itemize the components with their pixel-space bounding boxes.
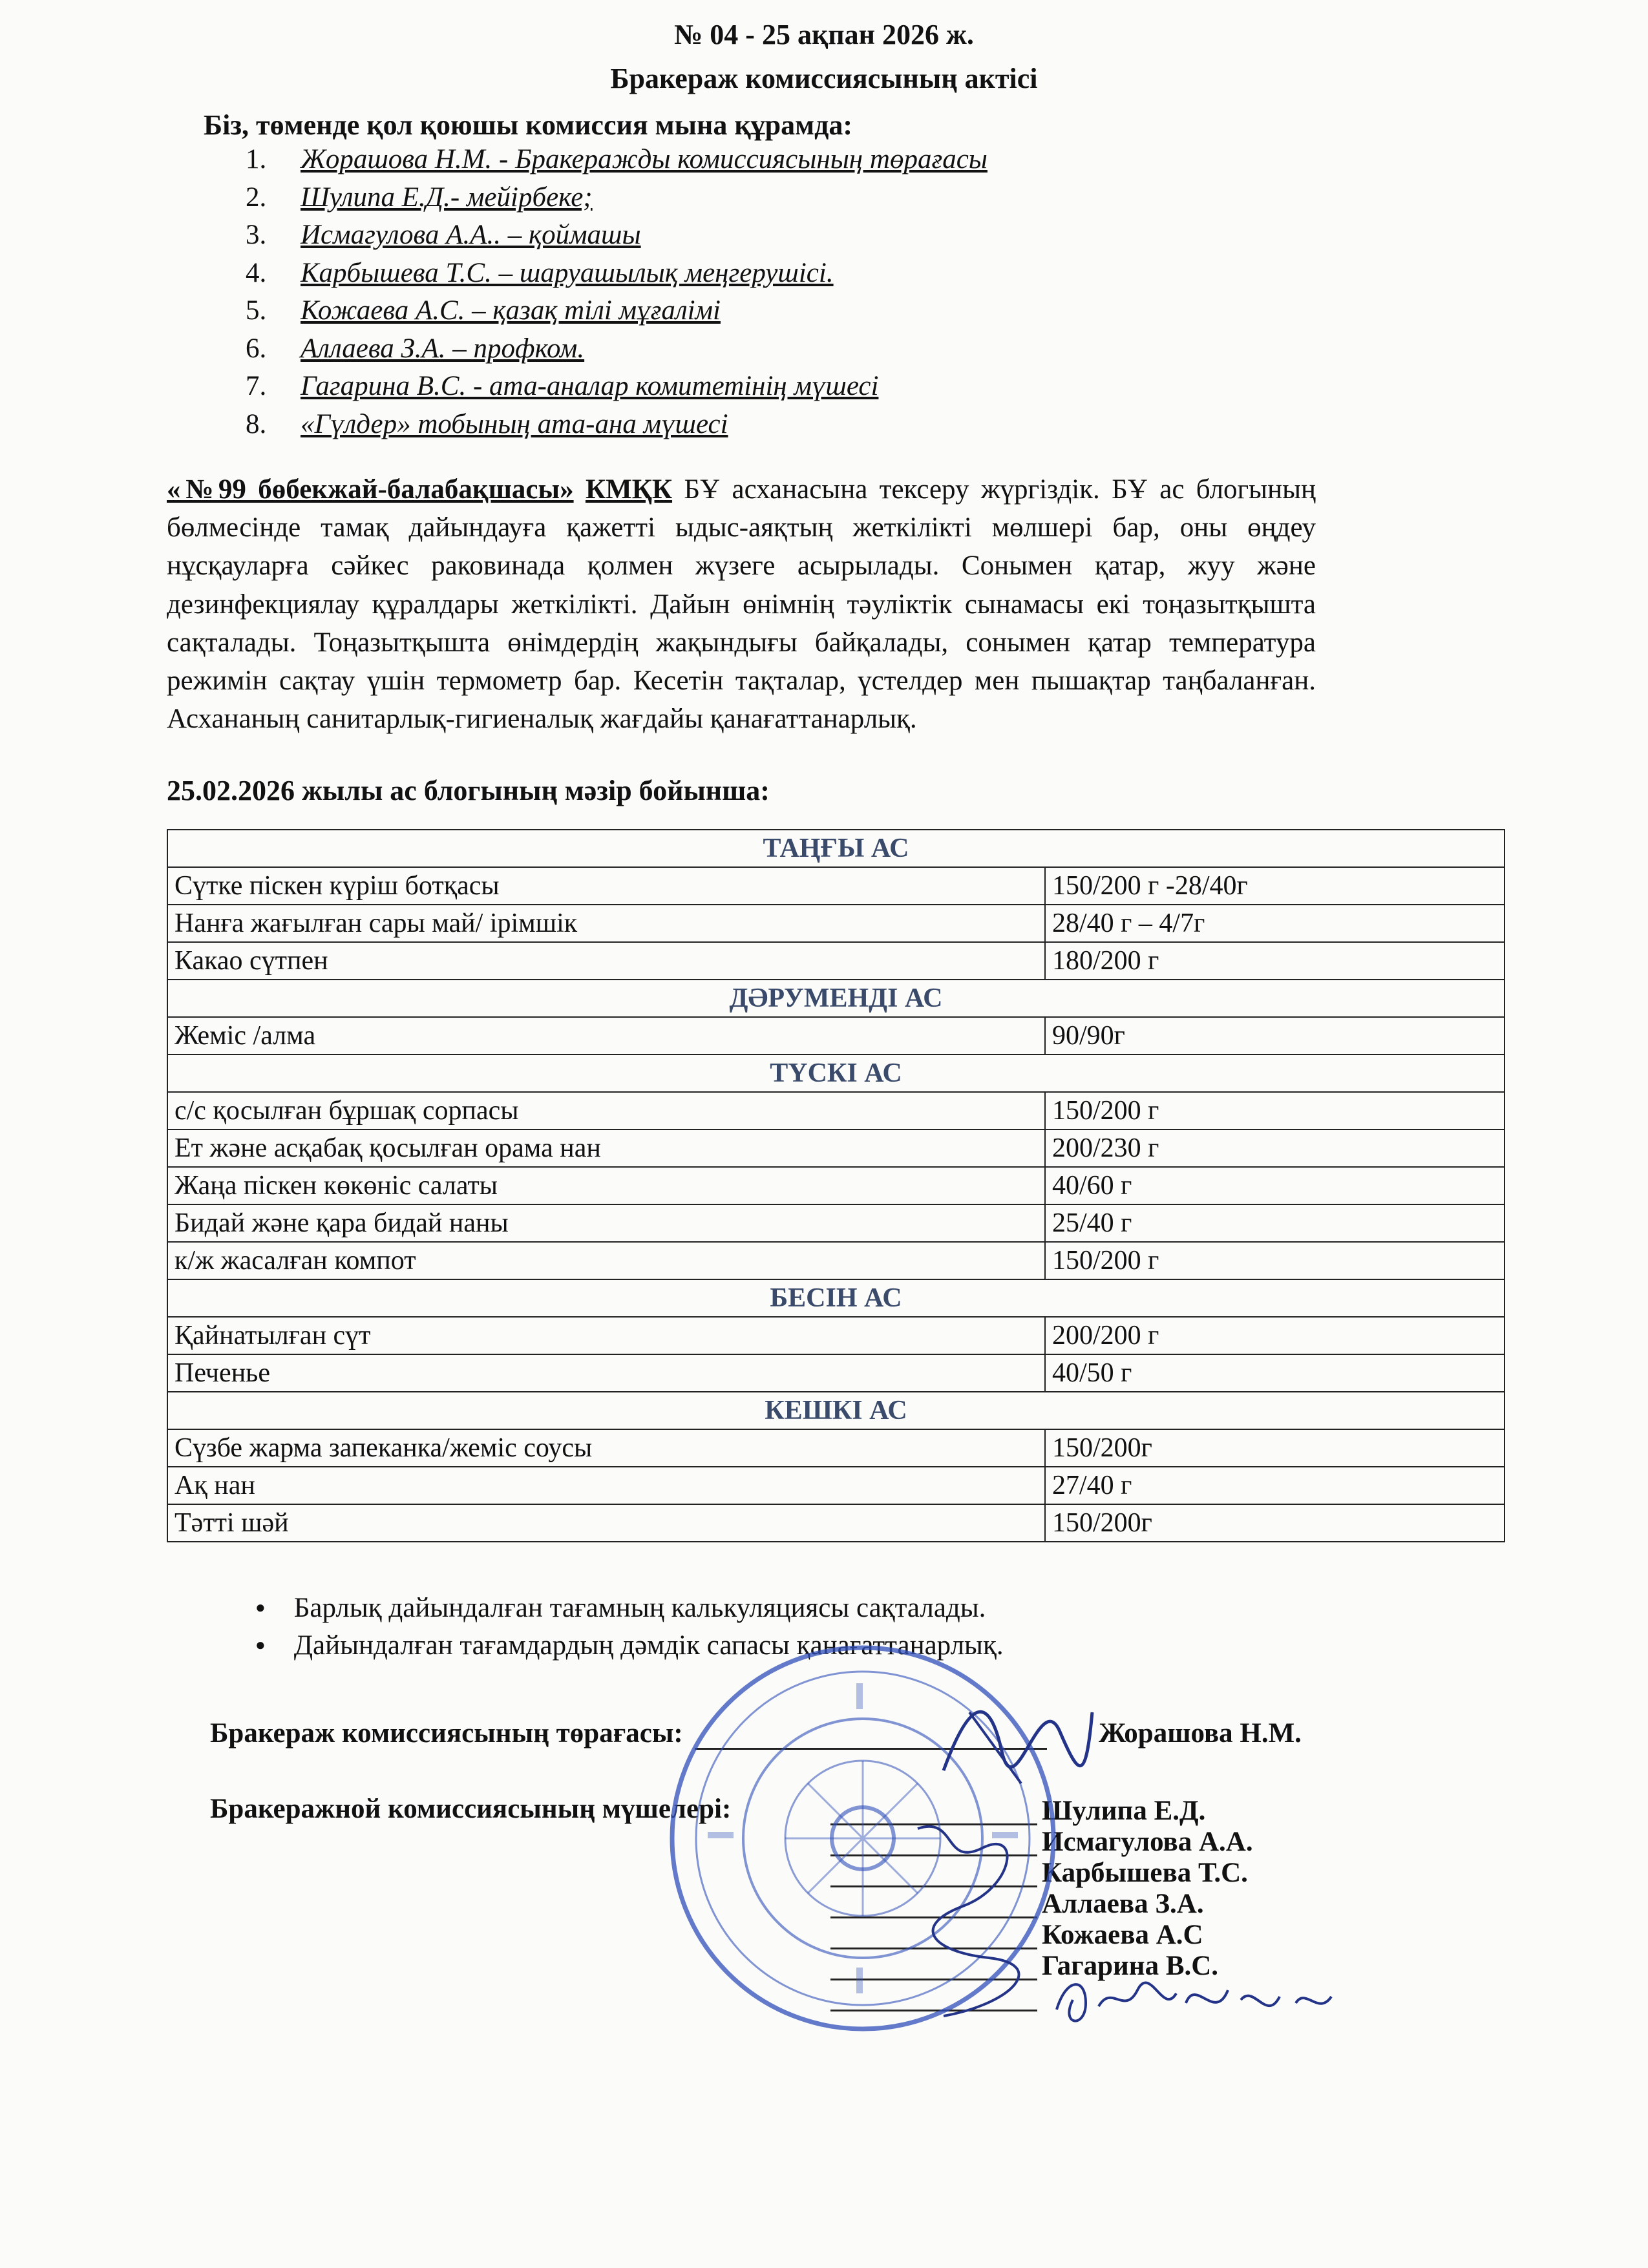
list-item: 3. Исмагулова А.А.. – қоймашы [246,220,641,250]
table-row: Тәтті шәй 150/200г [167,1504,1505,1542]
org-type: КМҚК [585,474,673,505]
commission-members [246,141,988,443]
section-header: БЕСІН АС [167,1279,1505,1317]
table-row: Нанға жағылған сары май/ ірімшік 28/40 г – 4/7г [167,905,1505,942]
member-name: Шулипа Е.Д. [1042,1796,1206,1826]
table-row [167,1392,1505,1429]
signature-scribble-icon [931,1674,1099,1803]
chair-label: Бракераж комиссиясының төрағасы: [210,1718,683,1748]
inspection-paragraph [167,470,1316,738]
list-item: 5. Кожаева А.С. – қазақ тілі мұғалімі [246,295,721,326]
list-item: 8. «Гүлдер» тобының ата-ана мүшесі [246,408,728,439]
table-row: Печенье 40/50 г [167,1354,1505,1392]
list-item: ● Барлық дайындалған тағамның калькуляциясы сақталады. [255,1590,1004,1627]
chair-name: Жорашова Н.М. [1099,1718,1302,1748]
act-title: Бракераж комиссиясының актісі [610,63,1038,94]
table-row: Ет және асқабақ қосылған орама нан 200/230 г [167,1129,1505,1167]
section-header: КЕШКІ АС [167,1392,1505,1429]
members-label: Бракеражной комиссиясының мүшелері: [210,1794,732,1824]
table-row [167,830,1505,867]
signature-scribble-icon [905,1809,1034,2029]
table-row: Какао сүтпен 180/200 г [167,942,1505,980]
list-item: ● Дайындалған тағамдардың дәмдік сапасы қанағаттанарлық. [255,1627,1004,1664]
section-header: ТАҢҒЫ АС [167,830,1505,867]
table-row: с/с қосылған бұршақ сорпасы 150/200 г [167,1092,1505,1129]
org-name: «№99 бөбекжай-балабақшасы» [167,474,574,505]
table-row: Жеміс /алма 90/90г [167,1017,1505,1055]
section-header: ТҮСКІ АС [167,1055,1505,1092]
table-row: Сүзбе жарма запеканка/жеміс соусы 150/200г [167,1429,1505,1467]
table-row: Ақ нан 27/40 г [167,1467,1505,1504]
table-row: к/ж жасалған компот 150/200 г [167,1242,1505,1279]
list-item: 4. Карбышева Т.С. – шаруашылық меңгерушісі. [246,257,834,288]
menu-date-line: 25.02.2026 жылы ас блогының мәзір бойынша: [167,775,770,806]
handwritten-signature-icon [1047,1964,1344,2035]
member-name: Аллаева З.А. [1042,1889,1204,1919]
table-row [167,1279,1505,1317]
table-row: Бидай және қара бидай наны 25/40 г [167,1204,1505,1242]
menu-table [167,829,1505,1542]
intro-line: Біз, төменде қол қоюшы комиссия мына құрамда: [204,109,853,141]
section-header: ДӘРУМЕНДІ АС [167,980,1505,1017]
act-number: № 04 - 25 ақпан 2026 ж. [674,19,974,50]
table-row [167,1055,1505,1092]
member-name: Карбышева Т.С. [1042,1858,1248,1888]
table-row: Жаңа піскен көкөніс салаты 40/60 г [167,1167,1505,1204]
member-name: Кожаева А.С [1042,1920,1203,1950]
list-item: 1. Жорашова Н.М. - Бракеражды комиссиясының төрағасы [246,144,988,174]
member-name: Исмагулова А.А. [1042,1827,1253,1857]
paragraph-text: БҰ асханасына тексеру жүргіздік. БҰ ас блогының бөлмесінде тамақ дайындауға қажетті ыдыс-аяқтың жеткілікті мөлшері бар, оны өңдеу нұсқауларға сәйкес раковинада қолмен жүзеге асырылады. Сонымен қатар, жуу және дезинфекциялау құралдары жеткілікті. Дайын өнімнің тәуліктік сынамасы екі тоңазытқышта сақталады. Тоңазытқышта өнімдердің жақындығы байқалады, сонымен қатар температура режимін сақтау үшін термометр бар. Кесетін тақталар, үстелдер мен пышақтар таңбаланған. Асхананың санитарлық-гигиеналық жағдайы қанағаттанарлық. [167,474,1316,735]
list-item: 6. Аллаева З.А. – профком. [246,333,585,364]
list-item: 7. Гагарина В.С. - ата-аналар комитетінің мүшесі [246,371,879,401]
list-item: 2. Шулипа Е.Д.- мейірбеке; [246,182,593,213]
member-name: Гагарина В.С. [1042,1951,1219,1981]
table-row [167,980,1505,1017]
table-row: Сүтке піскен күріш ботқасы 150/200 г -28/40г [167,867,1505,905]
table-row: Қайнатылған сүт 200/200 г [167,1317,1505,1354]
